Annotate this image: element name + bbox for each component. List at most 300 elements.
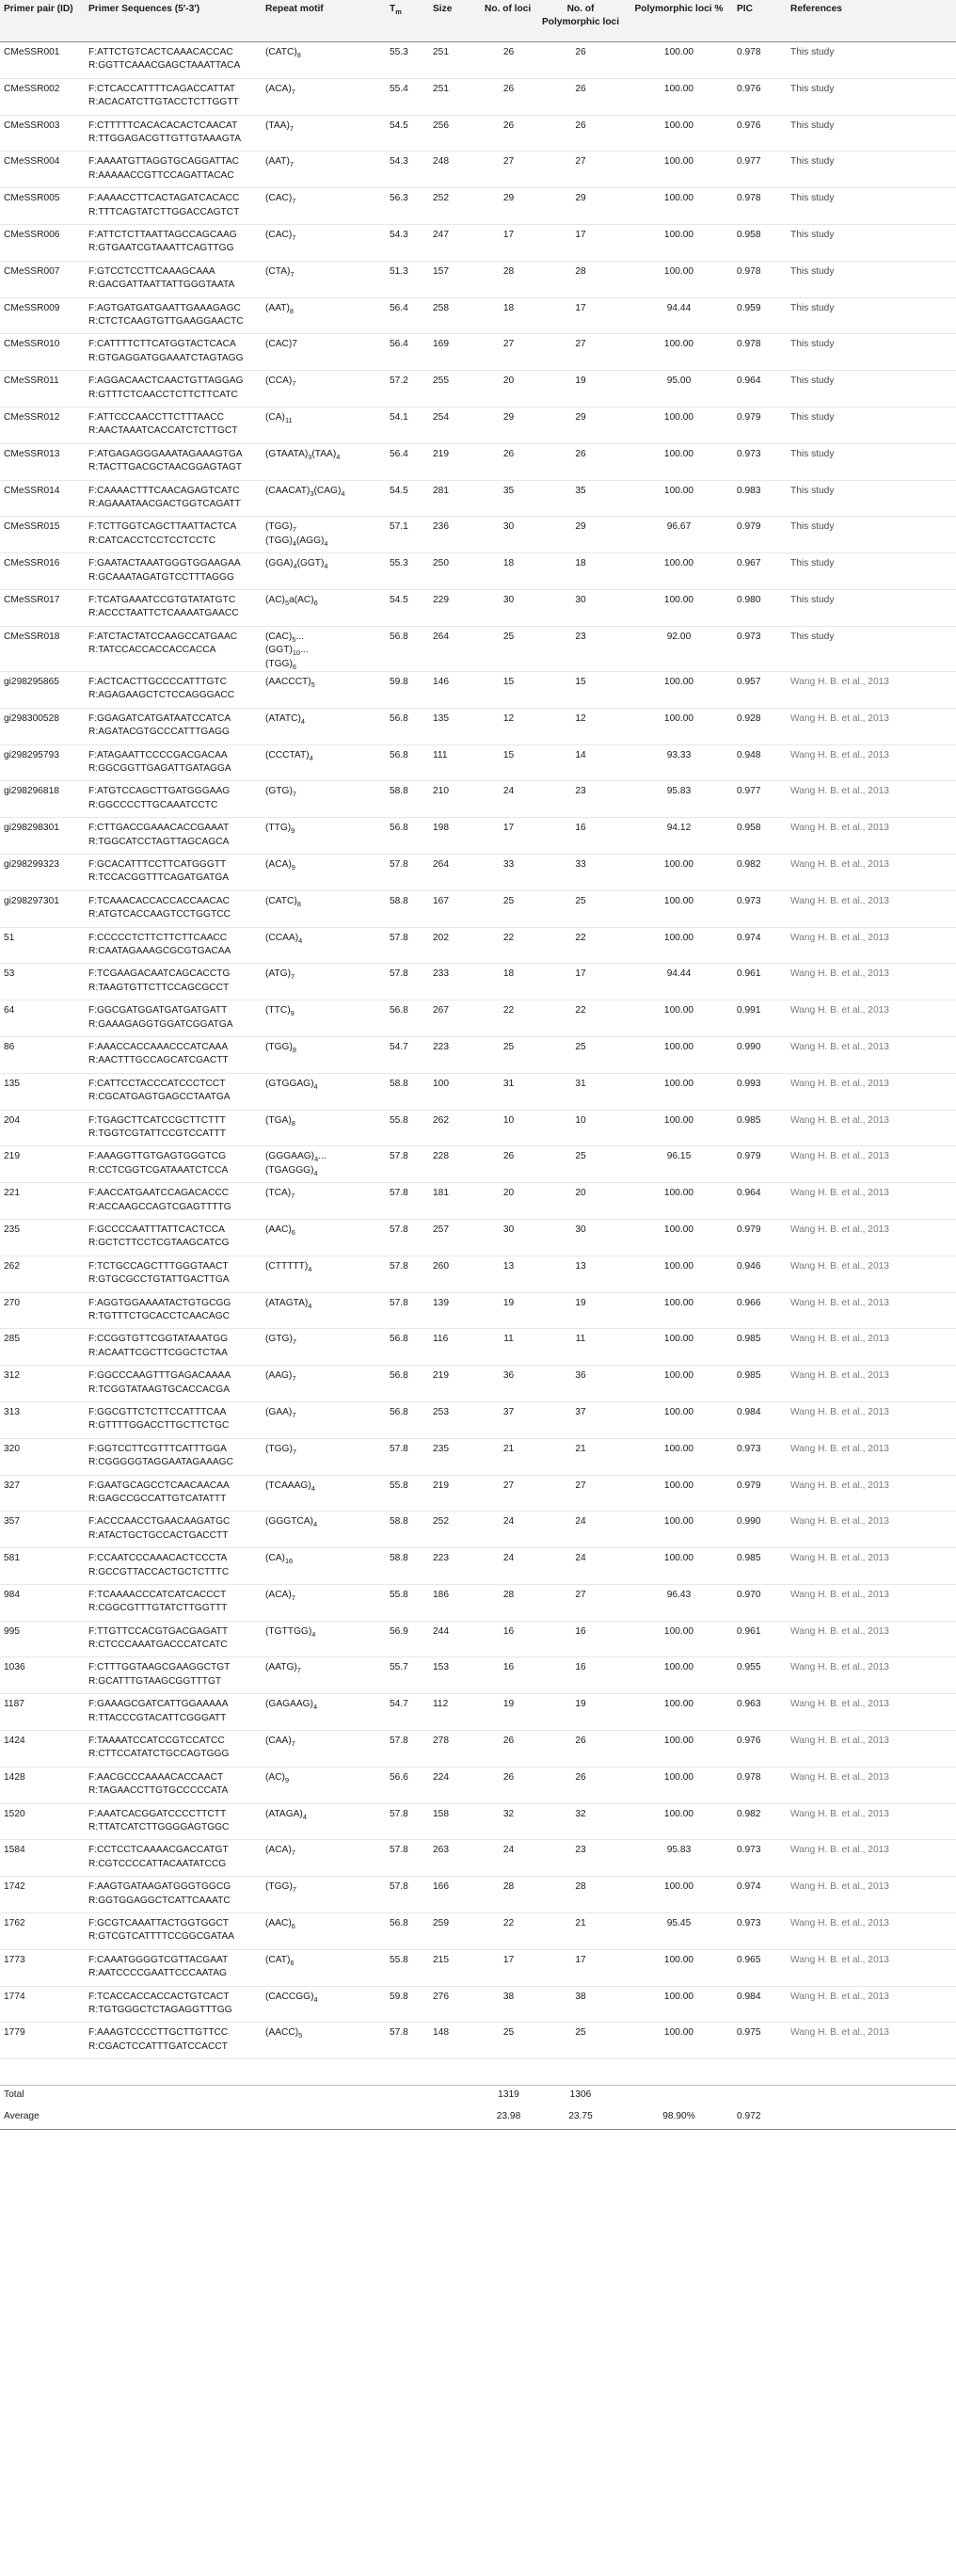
repeat-motif-line <box>265 120 382 133</box>
primer-sequences <box>85 1694 262 1731</box>
polymorphic-percent: 95.00 <box>625 371 733 408</box>
product-size: 233 <box>429 964 481 1000</box>
primer-sequences <box>85 1548 262 1585</box>
product-size: 278 <box>429 1731 481 1768</box>
pic-value: 0.955 <box>733 1657 787 1694</box>
pic-value: 0.973 <box>733 443 787 480</box>
repeat-count: 9 <box>290 1009 295 1018</box>
polymorphic-loci-count: 30 <box>536 589 625 626</box>
repeat-motif-unit: (GAGAAG) <box>265 1699 313 1710</box>
primer-id: CMeSSR003 <box>0 115 85 152</box>
repeat-motif <box>262 1256 386 1292</box>
tm-value: 57.8 <box>386 2023 429 2059</box>
loci-count: 19 <box>481 1694 536 1731</box>
reference: This study <box>787 42 956 79</box>
pic-value: 0.985 <box>733 1366 787 1402</box>
repeat-count: 6 <box>291 1227 295 1237</box>
forward-primer: F:TGAGCTTCATCCGCTTCTTT <box>88 1114 226 1126</box>
header-primer-pair: Primer pair (ID) <box>0 0 85 42</box>
polymorphic-loci-count: 29 <box>536 188 625 225</box>
tm-value: 55.3 <box>386 553 429 590</box>
polymorphic-loci-count: 12 <box>536 708 625 744</box>
reference: Wang H. B. et al., 2013 <box>787 1366 956 1402</box>
table-row <box>0 626 956 671</box>
primer-sequences <box>85 1219 262 1256</box>
polymorphic-percent: 100.00 <box>625 1949 733 1986</box>
tm-value: 54.7 <box>386 1694 429 1731</box>
pic-value: 0.973 <box>733 890 787 927</box>
reference: Wang H. B. et al., 2013 <box>787 1548 956 1585</box>
repeat-motif <box>262 1000 386 1037</box>
repeat-count: 6 <box>290 1958 295 1967</box>
repeat-count: 7 <box>289 160 294 169</box>
loci-count: 16 <box>481 1657 536 1694</box>
repeat-motif-unit: (AAG) <box>265 1370 293 1382</box>
product-size: 219 <box>429 443 481 480</box>
pic-value: 0.979 <box>733 1475 787 1512</box>
primer-id: gi298297301 <box>0 890 85 927</box>
tm-value: 57.2 <box>386 371 429 408</box>
reverse-primer: R:TGGTCGTATTCCGTCCATTT <box>88 1128 226 1139</box>
loci-count: 25 <box>481 1036 536 1073</box>
reference: Wang H. B. et al., 2013 <box>787 818 956 855</box>
polymorphic-percent: 100.00 <box>625 261 733 297</box>
loci-count: 17 <box>481 818 536 855</box>
reference: Wang H. B. et al., 2013 <box>787 1183 956 1220</box>
primer-sequences <box>85 890 262 927</box>
repeat-count: 9 <box>284 1775 290 1784</box>
avg-poly: 23.75 <box>536 2107 625 2130</box>
repeat-count: 7 <box>291 1848 295 1858</box>
polymorphic-percent: 100.00 <box>625 589 733 626</box>
primer-sequences <box>85 1036 262 1073</box>
polymorphic-percent: 100.00 <box>625 42 733 79</box>
primer-sequences <box>85 188 262 225</box>
table-row <box>0 1621 956 1657</box>
polymorphic-percent: 94.44 <box>625 964 733 1000</box>
forward-primer: F:TCAAACACCACCACCAACAC <box>88 895 231 906</box>
repeat-motif-unit: (AACC) <box>265 2027 299 2039</box>
loci-count: 22 <box>481 927 536 964</box>
reverse-primer: R:ACAATTCGCTTCGGCTCTAA <box>88 1347 228 1358</box>
table-row <box>0 1183 956 1220</box>
primer-id: 1742 <box>0 1877 85 1913</box>
forward-primer: F:CCTCCTCAAAACGACCATGT <box>88 1845 229 1856</box>
forward-primer: F:CTTTTTCACACACACTCAACAT <box>88 120 238 131</box>
primer-id: CMeSSR010 <box>0 334 85 371</box>
polymorphic-loci-count: 27 <box>536 1475 625 1512</box>
product-size: 251 <box>429 42 481 79</box>
repeat-motif <box>262 371 386 408</box>
polymorphic-loci-count: 37 <box>536 1401 625 1438</box>
repeat-count: 5 <box>311 680 315 689</box>
reference: Wang H. B. et al., 2013 <box>787 927 956 964</box>
loci-count: 25 <box>481 626 536 671</box>
reverse-primer: R:TATCCACCACCACCACCA <box>88 645 216 656</box>
repeat-motif-unit: (CCCTAT) <box>265 749 310 760</box>
tm-value: 58.8 <box>386 1548 429 1585</box>
repeat-motif-unit: (GAA) <box>265 1406 293 1417</box>
repeat-motif-line <box>265 557 382 570</box>
reference: Wang H. B. et al., 2013 <box>787 1401 956 1438</box>
repeat-motif-line <box>265 1443 382 1456</box>
repeat-count: 8 <box>289 306 294 315</box>
polymorphic-percent: 100.00 <box>625 1292 733 1329</box>
primer-sequences <box>85 1840 262 1877</box>
primer-id: 1428 <box>0 1767 85 1803</box>
polymorphic-loci-count: 18 <box>536 553 625 590</box>
polymorphic-loci-count: 11 <box>536 1329 625 1366</box>
repeat-motif-line <box>265 1917 382 1930</box>
repeat-motif-line <box>265 1333 382 1346</box>
repeat-motif-line <box>265 1954 382 1967</box>
polymorphic-loci-count: 25 <box>536 890 625 927</box>
repeat-count: 4 <box>312 1703 318 1712</box>
reverse-primer: R:TTACCCGTACATTCGGGATT <box>88 1712 227 1723</box>
loci-count: 27 <box>481 1475 536 1512</box>
primer-sequences <box>85 1657 262 1694</box>
reverse-primer: R:CTCTCAAGTGTTGAAGGAACTC <box>88 315 244 327</box>
total-row <box>0 2086 956 2108</box>
repeat-motif-line <box>265 1041 382 1054</box>
pic-value: 0.973 <box>733 626 787 671</box>
reference: Wang H. B. et al., 2013 <box>787 1256 956 1292</box>
primer-sequences <box>85 1146 262 1183</box>
repeat-motif-unit: (TAA) <box>265 120 290 131</box>
repeat-motif <box>262 818 386 855</box>
pic-value: 0.967 <box>733 553 787 590</box>
product-size: 153 <box>429 1657 481 1694</box>
product-size: 146 <box>429 671 481 708</box>
reference: Wang H. B. et al., 2013 <box>787 1657 956 1694</box>
repeat-motif-unit: (CAC) <box>265 631 293 642</box>
product-size: 276 <box>429 1986 481 2023</box>
repeat-motif-line <box>265 1260 382 1273</box>
reverse-primer: R:AGAAATAACGACTGGTCAGATT <box>88 498 241 509</box>
repeat-count: 4 <box>313 1168 318 1177</box>
primer-sequences <box>85 1913 262 1950</box>
repeat-motif-unit: (AAT) <box>265 302 290 313</box>
repeat-motif-line <box>265 658 382 671</box>
reference: Wang H. B. et al., 2013 <box>787 1512 956 1548</box>
reverse-primer: R:AGAGAAGCTCTCCAGGGACC <box>88 690 235 701</box>
forward-primer: F:AGGTGGAAAATACTGTGCGG <box>88 1297 231 1308</box>
tm-value: 56.6 <box>386 1767 429 1803</box>
polymorphic-loci-count: 19 <box>536 1292 625 1329</box>
repeat-motif-line <box>265 1078 382 1091</box>
loci-count: 31 <box>481 1073 536 1110</box>
primer-id: CMeSSR005 <box>0 188 85 225</box>
polymorphic-percent: 100.00 <box>625 1657 733 1694</box>
polymorphic-percent: 100.00 <box>625 890 733 927</box>
loci-count: 18 <box>481 297 536 334</box>
pic-value: 0.958 <box>733 818 787 855</box>
reverse-primer: R:CGCATGAGTGAGCCTAATGA <box>88 1092 231 1103</box>
table-row <box>0 1329 956 1366</box>
polymorphic-percent: 100.00 <box>625 224 733 261</box>
table-row <box>0 1657 956 1694</box>
primer-sequences <box>85 224 262 261</box>
primer-sequences <box>85 1986 262 2023</box>
tm-value: 55.3 <box>386 42 429 79</box>
repeat-motif <box>262 1183 386 1220</box>
repeat-motif-unit: (TGAGGG) <box>265 1164 314 1176</box>
forward-primer: F:GTCCTCCTTCAAAGCAAA <box>88 265 215 277</box>
repeat-motif <box>262 334 386 371</box>
polymorphic-loci-count: 23 <box>536 781 625 818</box>
primer-sequences <box>85 42 262 79</box>
reference: Wang H. B. et al., 2013 <box>787 1438 956 1475</box>
reference: Wang H. B. et al., 2013 <box>787 1036 956 1073</box>
repeat-count: 10 <box>292 648 301 658</box>
polymorphic-loci-count: 19 <box>536 371 625 408</box>
loci-count: 26 <box>481 1146 536 1183</box>
primer-sequences <box>85 443 262 480</box>
loci-count: 26 <box>481 42 536 79</box>
table-row <box>0 1219 956 1256</box>
forward-primer: F:TCTGCCAGCTTTGGGTAACT <box>88 1260 229 1272</box>
polymorphic-percent: 100.00 <box>625 553 733 590</box>
product-size: 111 <box>429 744 481 781</box>
repeat-motif-unit: (TGG) <box>265 535 293 546</box>
pic-value: 0.978 <box>733 42 787 79</box>
table-body <box>0 42 956 2059</box>
tm-value: 56.8 <box>386 1000 429 1037</box>
polymorphic-percent: 100.00 <box>625 708 733 744</box>
forward-primer: F:CAAATGGGGTCGTTACGAAT <box>88 1954 229 1965</box>
product-size: 157 <box>429 261 481 297</box>
primer-sequences <box>85 1877 262 1913</box>
forward-primer: F:GGCGATGGATGATGATGATT <box>88 1005 228 1016</box>
product-size: 167 <box>429 890 481 927</box>
reference: This study <box>787 152 956 188</box>
repeat-motif-line <box>265 1771 382 1784</box>
polymorphic-loci-count: 27 <box>536 334 625 371</box>
table-row <box>0 188 956 225</box>
polymorphic-loci-count: 17 <box>536 1949 625 1986</box>
pic-value: 0.985 <box>733 1329 787 1366</box>
repeat-motif-line <box>265 712 382 726</box>
repeat-count: 7 <box>296 1666 301 1675</box>
reverse-primer: R:GGCGGTTGAGATTGATAGGA <box>88 762 231 774</box>
forward-primer: F:TCACCACCACCACTGTCACT <box>88 1991 230 2002</box>
repeat-count: 11 <box>284 416 293 424</box>
table-row <box>0 1512 956 1548</box>
pic-value: 0.985 <box>733 1548 787 1585</box>
table-row <box>0 1366 956 1402</box>
polymorphic-percent: 100.00 <box>625 443 733 480</box>
repeat-count: 5 <box>292 634 296 644</box>
pic-value: 0.980 <box>733 589 787 626</box>
repeat-motif <box>262 1146 386 1183</box>
repeat-motif-unit: (GGGAAG) <box>265 1151 315 1162</box>
forward-primer: F:ATTCCCAACCTTCTTTAACC <box>88 411 224 423</box>
tm-value: 57.8 <box>386 1256 429 1292</box>
reference: This study <box>787 115 956 152</box>
header-motif: Repeat motif <box>262 0 386 42</box>
forward-primer: F:ATTCTGTCACTCAAACACCAC <box>88 47 233 57</box>
header-tm-subscript: m <box>395 8 402 17</box>
primer-sequences <box>85 1949 262 1986</box>
reverse-primer: R:ACACATCTTGTACCTCTTGGTT <box>88 97 239 108</box>
primer-id: 86 <box>0 1036 85 1073</box>
primer-sequences <box>85 671 262 708</box>
pic-value: 0.979 <box>733 517 787 553</box>
tm-value: 57.8 <box>386 1840 429 1877</box>
pic-value: 0.978 <box>733 261 787 297</box>
repeat-count: 7 <box>292 1447 296 1456</box>
reverse-primer: R:GTTTTGGACCTTGCTTCTGC <box>88 1420 230 1432</box>
pic-value: 0.993 <box>733 1073 787 1110</box>
product-size: 181 <box>429 1183 481 1220</box>
loci-count: 15 <box>481 671 536 708</box>
repeat-motif-unit: (CA) <box>265 1553 285 1564</box>
polymorphic-percent: 100.00 <box>625 115 733 152</box>
repeat-count: 4 <box>336 452 341 461</box>
primer-id: 1520 <box>0 1803 85 1840</box>
repeat-motif-ellipsis: ... <box>295 631 304 642</box>
repeat-motif-line <box>265 785 382 798</box>
table-row <box>0 1803 956 1840</box>
pic-value: 0.976 <box>733 1731 787 1768</box>
reverse-primer: R:GACGATTAATTATTGGGTAATA <box>88 280 235 291</box>
polymorphic-percent: 100.00 <box>625 1694 733 1731</box>
repeat-motif <box>262 1949 386 1986</box>
repeat-motif <box>262 152 386 188</box>
repeat-motif-unit: (GTAATA) <box>265 448 309 459</box>
pic-value: 0.977 <box>733 781 787 818</box>
loci-count: 30 <box>481 589 536 626</box>
repeat-count: 9 <box>291 826 295 836</box>
primer-id: 51 <box>0 927 85 964</box>
reference: This study <box>787 626 956 671</box>
repeat-motif-unit: (ACA) <box>265 1589 292 1600</box>
table-row <box>0 1110 956 1146</box>
average-row <box>0 2107 956 2130</box>
repeat-motif-line <box>265 822 382 835</box>
pic-value: 0.964 <box>733 1183 787 1220</box>
repeat-count: 7 <box>291 1739 295 1749</box>
tm-value: 57.1 <box>386 517 429 553</box>
repeat-count: 4 <box>311 1629 316 1639</box>
repeat-motif <box>262 224 386 261</box>
tm-value: 57.8 <box>386 1877 429 1913</box>
primer-id: 64 <box>0 1000 85 1037</box>
repeat-count: 4 <box>341 488 345 498</box>
repeat-motif <box>262 1512 386 1548</box>
tm-value: 55.8 <box>386 1475 429 1512</box>
repeat-motif <box>262 553 386 590</box>
tm-value: 57.8 <box>386 1183 429 1220</box>
reference: Wang H. B. et al., 2013 <box>787 1731 956 1768</box>
table-row <box>0 371 956 408</box>
pic-value: 0.990 <box>733 1036 787 1073</box>
pic-value: 0.982 <box>733 854 787 890</box>
forward-primer: F:ATAGAATTCCCCGACGACAA <box>88 749 228 760</box>
header-tm <box>386 0 429 42</box>
repeat-motif-unit: (AAT) <box>265 156 290 168</box>
repeat-motif <box>262 188 386 225</box>
repeat-motif-unit: (AATG) <box>265 1662 297 1673</box>
table-row <box>0 2023 956 2059</box>
loci-count: 33 <box>481 854 536 890</box>
pic-value: 0.976 <box>733 115 787 152</box>
repeat-motif-line <box>265 1698 382 1711</box>
polymorphic-loci-count: 24 <box>536 1548 625 1585</box>
pic-value: 0.983 <box>733 480 787 517</box>
polymorphic-loci-count: 23 <box>536 626 625 671</box>
primer-id: 312 <box>0 1366 85 1402</box>
reference: Wang H. B. et al., 2013 <box>787 1767 956 1803</box>
product-size: 158 <box>429 1803 481 1840</box>
polymorphic-loci-count: 21 <box>536 1438 625 1475</box>
polymorphic-percent: 100.00 <box>625 78 733 115</box>
forward-primer: F:GGTCCTTCGTTTCATTTGGA <box>88 1443 227 1454</box>
polymorphic-loci-count: 28 <box>536 261 625 297</box>
polymorphic-percent: 92.00 <box>625 626 733 671</box>
tm-value: 54.3 <box>386 152 429 188</box>
forward-primer: F:GAATGCAGCCTCAACAACAA <box>88 1480 230 1491</box>
tm-value: 56.8 <box>386 1329 429 1366</box>
polymorphic-percent: 94.44 <box>625 297 733 334</box>
repeat-motif-unit: (ACA) <box>265 858 292 870</box>
reverse-primer: R:GCTCTTCCTCGTAAGCATCG <box>88 1238 230 1249</box>
forward-primer: F:TAAAATCCATCCGTCCATCC <box>88 1736 225 1747</box>
repeat-motif-unit: (CAG) <box>313 485 342 496</box>
loci-count: 17 <box>481 1949 536 1986</box>
polymorphic-percent: 100.00 <box>625 1036 733 1073</box>
product-size: 202 <box>429 927 481 964</box>
repeat-motif <box>262 1073 386 1110</box>
reference: Wang H. B. et al., 2013 <box>787 1986 956 2023</box>
reverse-primer: R:CGGGGGTAGGAATAGAAAGC <box>88 1457 233 1468</box>
pic-value: 0.973 <box>733 1840 787 1877</box>
product-size: 264 <box>429 854 481 890</box>
reverse-primer: R:TGGCATCCTAGTTAGCAGCA <box>88 836 230 847</box>
repeat-motif-unit: (CCAA) <box>265 932 299 943</box>
avg-pic: 0.972 <box>733 2107 787 2130</box>
polymorphic-loci-count: 16 <box>536 1621 625 1657</box>
primer-id: gi298299323 <box>0 854 85 890</box>
primer-sequences <box>85 1803 262 1840</box>
polymorphic-loci-count: 25 <box>536 1036 625 1073</box>
repeat-motif <box>262 854 386 890</box>
reverse-primer: R:TCCACGGTTTCAGATGATGA <box>88 872 230 884</box>
tm-value: 54.5 <box>386 589 429 626</box>
table-row <box>0 1146 956 1183</box>
product-size: 244 <box>429 1621 481 1657</box>
repeat-motif-line <box>265 229 382 242</box>
polymorphic-percent: 100.00 <box>625 1986 733 2023</box>
repeat-motif <box>262 964 386 1000</box>
primer-sequences <box>85 1475 262 1512</box>
tm-value: 56.8 <box>386 1366 429 1402</box>
tm-value: 54.1 <box>386 407 429 443</box>
repeat-count: 7 <box>291 1592 295 1602</box>
tm-value: 57.8 <box>386 1146 429 1183</box>
reference: Wang H. B. et al., 2013 <box>787 890 956 927</box>
pic-value: 0.990 <box>733 1512 787 1548</box>
primer-id: CMeSSR011 <box>0 371 85 408</box>
table-row <box>0 818 956 855</box>
reverse-primer: R:CCTCGGTCGATAAATCTCCA <box>88 1164 229 1176</box>
tm-value: 57.8 <box>386 964 429 1000</box>
reference: Wang H. B. et al., 2013 <box>787 744 956 781</box>
loci-count: 17 <box>481 224 536 261</box>
loci-count: 18 <box>481 553 536 590</box>
repeat-count: 5 <box>284 598 290 607</box>
loci-count: 26 <box>481 443 536 480</box>
